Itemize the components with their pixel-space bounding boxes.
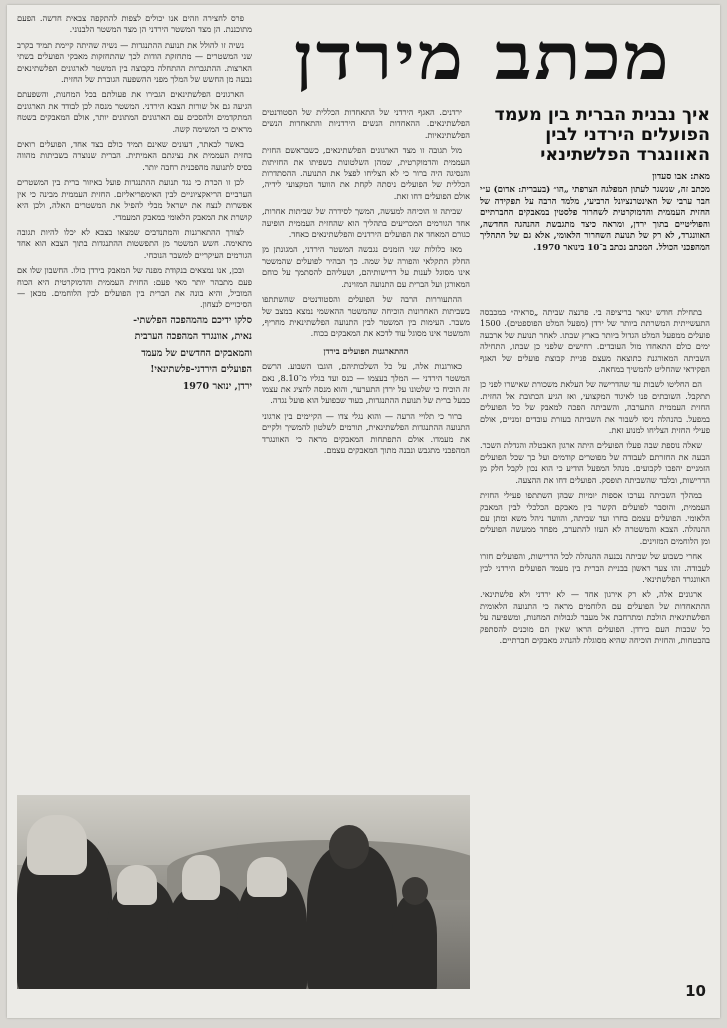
masthead-title: מכתב מירדן [293, 20, 672, 95]
paragraph: ארגונים אלה, לא רק אירגון אחד — לא ירדני ולא פלשתינאי. ההתאחדות של הפועלים עם הלוחמים מראה כי התנועה הלאומית הפלשתינאית הולכת ומתרחבת אל מעבר לגבולות המחנות, ומשפיעה על כל שכבות העם בירדן. הפועלים הראו שאין הם מוכנים להסתפק בהבטחות, והחזית הוכיחה שהיא מסוגלת להנהיג מאבקים חברתיים. [480, 589, 710, 645]
photo-figure [167, 885, 247, 989]
photo-keffiyeh [117, 865, 157, 905]
paragraph: באשר לבאתר, דעונים שאינם תמיד כולם בצד אחד, הפועלים רואים בחזית העממית את נציגתם האמיתית. הברית שנוצרה בשביתות מהווה בסיס לתנועה מהפכנית רחבה יותר. [17, 139, 252, 172]
paragraph: שביתה זו הוכיחה למעשה, המשך לסידרה של שביתות אחרות, אחד הגורמים המכריעים בתהליך הוא שהחזית העממית הופיעה כגורם המאחד את הפועלים הירדנים והפלשתינאים כאחד. [262, 206, 470, 240]
closing-slogan-line: הפועלים הירדני-פלשתינאי! [150, 364, 252, 376]
closing-slogan-line: והמאבקים החדשים של מעמד [141, 347, 252, 359]
page-number: 10 [685, 982, 706, 1000]
paragraph: ברור כי תלויי הרעה — והוא נגלי צדו — הקיימים בין ארגוני התנועה ההתנגדות הפלשתינאית, תורמים לשלטון להמשיך ולקיים את מעמדו. אולם התפתחות המאבקים מראה כי האוונגרד המהפכני מתגבש ונבנה מתוך המאבקים עצמם. [262, 410, 470, 455]
paragraph: פרס לחצירה וזהים אנו יכולים לצפות להתקפה צבאית חדשה. הפעם מתוכננת. הן מצד המשטר הירדני הן מצד המשטר הלבנוני. [17, 13, 252, 35]
closing-slogan-line: סלקו ידיכם מהמהפכה הפלשתי- [133, 314, 252, 326]
newspaper-page [7, 5, 720, 1018]
paragraph: אחרי כשבוע של שביתה נכנעה ההנהלה לכל הדרישות, והפועלים חזרו לעבודה. זהו צעד ראשון בבניית הברית בין מעמד הפועלים הירדני לבין האוונגרד הפלשתינאי. [480, 551, 710, 584]
paragraph: נשיה זו להולל את תנועת ההתנגדות — נשיה שהיתה קיימת תמיד בקרב שני המשטרים — מתחזקת הודות לכך שהתחזקות מאבקי הפועלים בשתי הארצות. ההתגברות ההתחלה בקבוצה בין המשטר לארגונים הפלשתינאים נבעה מן החשש של המלך מפני ההשפעה הגוברת של החזית. [17, 39, 252, 85]
photo-keffiyeh [182, 855, 220, 900]
paragraph: לצורך ההתארגנות והמתנדבים שמצאו בצבא לא יכלו להיות תגובה מתאימה. חשש המשטר מן התפשטות ההתנגדות בתוך הצבא הוא אחד הגורמים העיקריים למשבר הנוכחי. [17, 226, 252, 260]
news-photograph [17, 795, 470, 989]
closing-slogan-line: נאית, אוונגרד המהפכה הערבית [134, 331, 252, 343]
column-right [480, 307, 710, 967]
photo-keffiyeh [27, 815, 87, 875]
paragraph: כאורגנות אלה, על כל השלכותיהם, הוגבו השבוע. הרשם המשטר הירדני — המלך בעצמו — כנס ועד בגליו מ־8.10, נאם זה הוכיח כי שלטונו על ירדן התערער, והוא מנסה להציג את עצמו כבעל ברית של תנועת ההתנגדות, בעוד שבפועל הוא פועל נגדה. [262, 361, 470, 406]
paragraph: ההתעוררות הרבה של הפועלים והסטודנטים שהשתתפו בשביתות האחרונות הוכיחה שהמשטר ההאשמי נמצא במצב של משבר. העימות בין המשטר לבין התנועה הפלשתינאית מחריף, והמשטר אינו מסוגל עוד לדכא את המאבקים בכוח. [262, 294, 470, 339]
paragraph: הם החליטו לשבות עד שהדרישה של העלאת משכורת שאישרו לפני כן תתקבל. השובתים פנו לאיגוד המקצועי, ואז הגיע הכתובת אל החזית. החזית העממית התערבה, והשביתה הפכה למאבק של כל הפועלים במפעל. בהנהלה ניסו לשבור את השביתה בעזרת עובדים זמניים, אולם פעילי החזית הצליחו למנוע זאת. [480, 379, 710, 436]
photo-head [402, 877, 428, 905]
column-middle [262, 107, 470, 797]
article-byline: מאת: אבו סעדון [652, 172, 710, 182]
photo-keffiyeh [247, 857, 287, 897]
paragraph: מול תגובה זו מצד הארגונים הפלשתינאים, כשבראשם החזית העממית והדמוקרטית, שמהן השלטונות כשפיתו את החזיתות והנסיגה היה ברור כי לא הצליחו לפצל את התנועה. ההסתדרות הכללית של הפועלים ניסתה לקחת את הוועד המקצועי לידיה, אולם הפועלים דחו זאת. [262, 145, 470, 201]
paragraph: הארגונים הפלשתינאים הגבירו את פעולתם בכל המחנות, והשפעתם הגיעה גם אל שורות הצבא הירדני. המשטר מנסה לכן לבודד את הארגונים המתקדמים ולהסכים עם הארגונים המתונים יותר, אולם המאבקים בשטח מראים כי המשימה קשה. [17, 89, 252, 134]
article-dateline: ירדן, ינואר 1970 [182, 380, 252, 392]
paragraph: בתחילת חודש ינואר בריציפה בי. פרנצה שביתה „סראיה״ במכבסה התעשייתית המשרתת ביותר של ירדן (מפעל המלט הפוספטים). 1500 פועלים ממפעל המלט הגדול ביותר בארץ שבתו. לאחר תנועת של ארבעה ימים כולם התאחדו מול העובדים. רחישים שלפני כן שבתו, התחילה השביתה המאורגנת כתוצאה מעצם פניית קבוצת פועלים של האגף הפקידאי שהחליט להמשיך במחאה. [480, 307, 710, 375]
paragraph: ובכן, אנו נמצאים בנקודת מפנה של המאבק בירדן כולו. החשבון שלו אם פעם מתבהר יותר מאי פעם: החזית העממית והדמוקרטית היא הכוח המוביל, והיא בונה את הברית בין הפועלים לבין הלוחמים. מכאן — הסיכויים לנצחון. [17, 265, 252, 310]
photo-head [329, 825, 369, 869]
photo-figure [392, 895, 437, 989]
paragraph: שאלה נוספת שבה פעלו הפועלים היתה ארגון האבטלה והגדלת השכר. הבעה את החזרתם לעבודה של מפוטרים קודמים ועל כך שכל הפועלים הזמניים יהפכו לקבועים. מנהל המפעל הודיע כי הוא נכון לקבל חלק מן הדרישות, ובלבד שהשביתה תופסק. הפועלים דחו את ההצעה. [480, 440, 710, 485]
column-left [17, 13, 252, 735]
article-intro: מכתב זה, שנשגר לעתון המפלגה הצרפתי „הו״ (בעברית: אדום) ע״י חבר ערבי של האינטרנציונל הרביעי, מלמד הרבה על תפקידה של החזית העממית והדמוקרטית לשחרור פלסטין במאבקים החברתיים והפוליטיים בתוך ירדן, ומראה כיצד מתגבשת ההנהגה החדשה, האוונגרד, לא רק של תנועת השחרור הלאומי, אלא גם של התהליך המהפכני הכולל. המכתב נכתב ב־10 בינואר 1970. [480, 185, 710, 253]
paragraph: ירדנים. האגף הירדני של התאחדות הכללית של הסטודנטים הפלשתינאים. ההאחדות הנשים הירדניות והתאחדות הנשים הפלשתינאיות. [262, 107, 470, 140]
article-headline: איך נבנית הברית בין מעמד הפועלים הירדני לבין האוונגרד הפלשתינאי [494, 105, 710, 165]
paragraph: במהלך השביתה נערכו אספות יומיות שבהן השתתפו פעילי החזית העממית, והוסבר לפועלים הקשר בין מאבקם הכלכלי לבין המאבק הלאומי. הפועלים עצמם בחרו ועד שביתה, והוועד ניהל משא ומתן עם ההנהלה. הצבא והמשטרה לא העזו להתערב, מפחד ממעשה הפועלים ומן הלוחמים המזוינים. [480, 490, 710, 546]
section-subheading: ההתארגנות הפועלים בירדן [323, 345, 409, 356]
paragraph: לכן זו הכרת כי נגד תנועת ההתנגדות פועל באיזור ברית בין המשטרים הערביים הריאקציוניים לבין האימפריאליזם. החזית העממית מבינה כי אין אפשרות לנצח את ישראל מבלי להפיל את המשטרים האלה, ולכן היא קושרת את המאבק הלאומי במאבק המעמדי. [17, 177, 252, 222]
paragraph: מאז כלולות שני הזמנים נגבשה המשטר הירדני, המגונתן מן החלק התקלאי והפורה של שמה. כך הבהיר לפועלים שהמשטר אינו מסוגל לענות על דרישותיהם, ושעליהם להסתמך על כוחם המאורגן ועל הברית עם התנועה המזוינת. [262, 244, 470, 289]
